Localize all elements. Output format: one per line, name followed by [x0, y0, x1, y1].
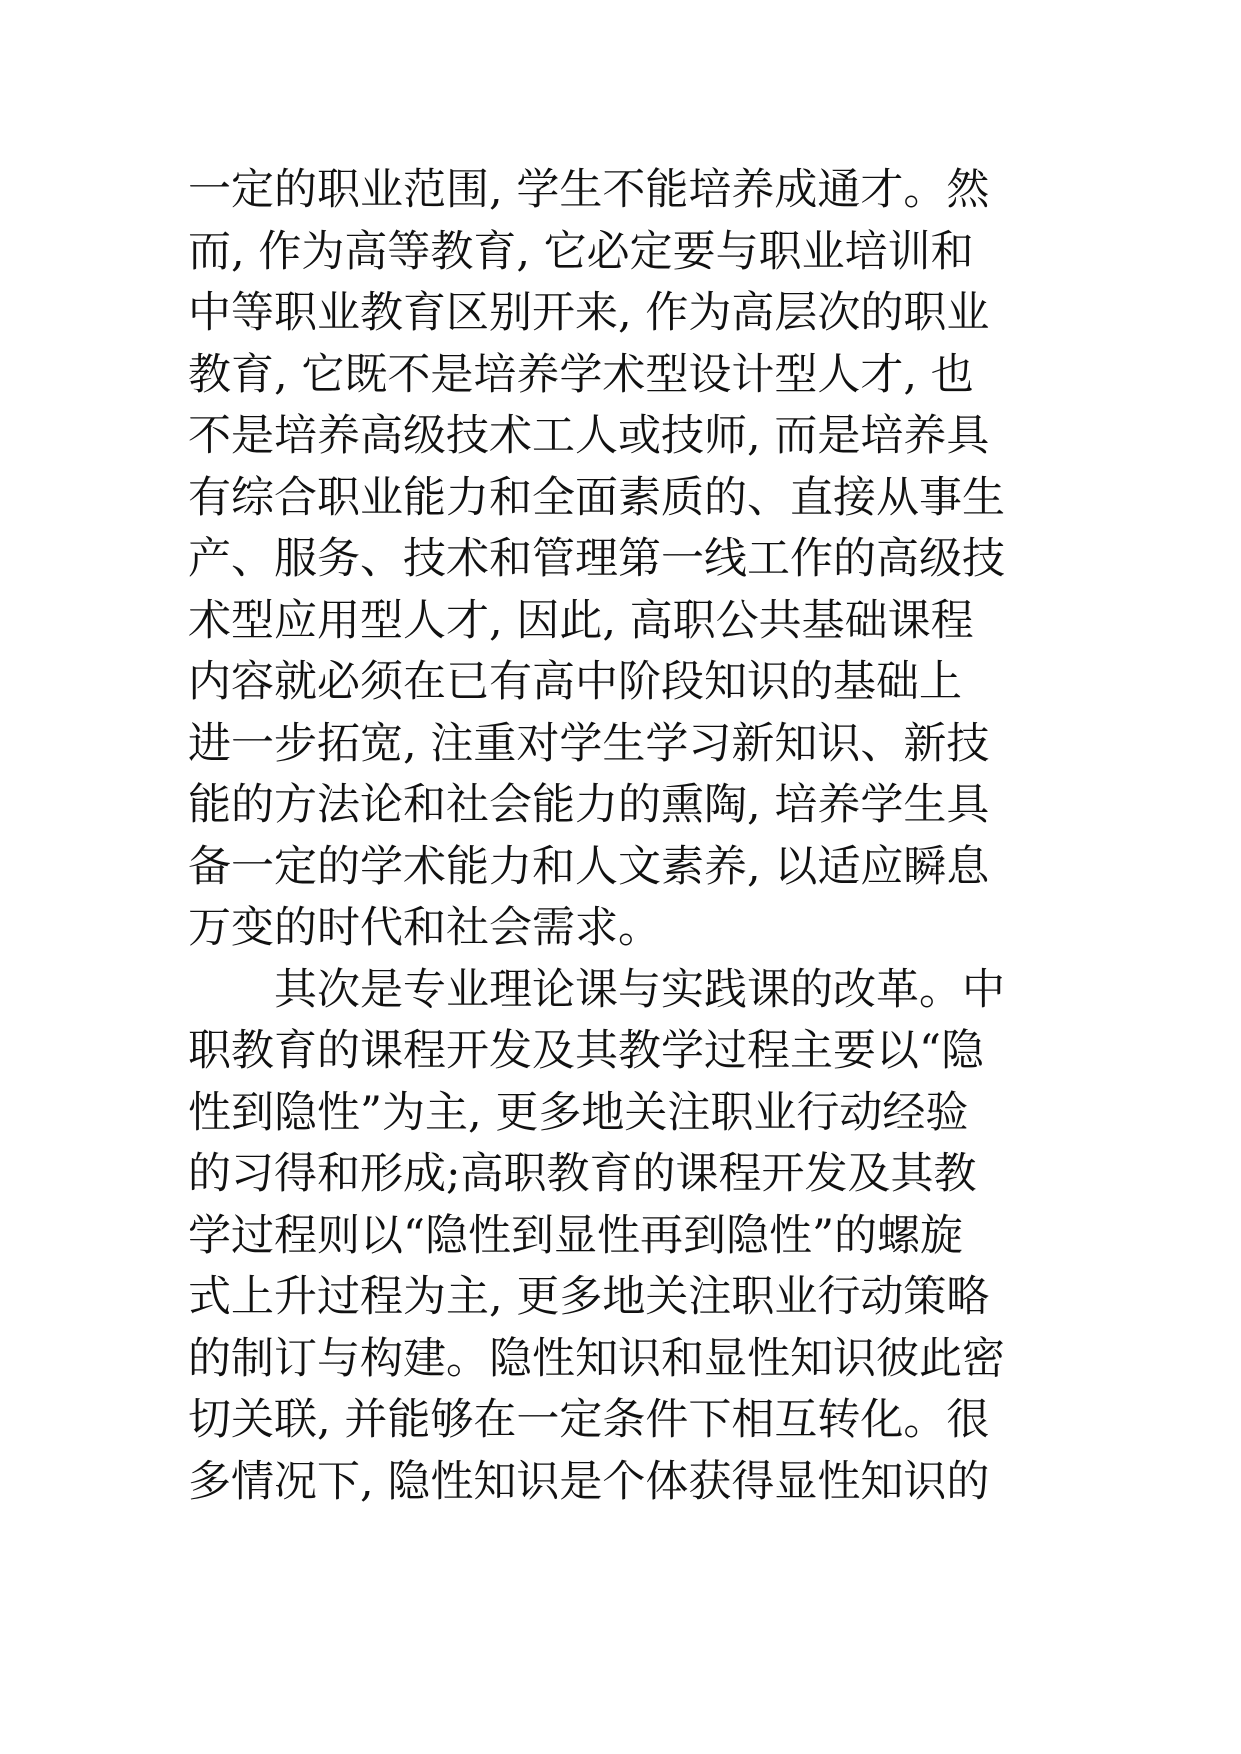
text-line: 的制订与构建。隐性知识和显性知识彼此密 [188, 1333, 1005, 1384]
text-line: 中等职业教育区别开来, 作为高层次的职业 [188, 288, 990, 338]
paragraph-first-line: 其次是专业理论课与实践课的改革。中 [274, 964, 1005, 1015]
text-line: 备一定的学术能力和人文素养, 以适应瞬息 [188, 841, 990, 892]
text-line: 不是培养高级技术工人或技师, 而是培养具 [188, 411, 990, 461]
text-line: 产、服务、技术和管理第一线工作的高级技 [188, 534, 1005, 584]
text-line: 进一步拓宽, 注重对学生学习新知识、新技 [188, 718, 990, 769]
text-line: 能的方法论和社会能力的熏陶, 培养学生具 [188, 780, 990, 830]
text-line: 式上升过程为主, 更多地关注职业行动策略 [188, 1272, 990, 1322]
text-line: 有综合职业能力和全面素质的、直接从事生 [188, 472, 1005, 523]
text-line: 切关联, 并能够在一定条件下相互转化。很 [188, 1395, 990, 1445]
body-text [188, 160, 1068, 1513]
text-line: 教育, 它既不是培养学术型设计型人才, 也 [188, 349, 974, 400]
text-line: 万变的时代和社会需求。 [188, 903, 661, 953]
text-line: 职教育的课程开发及其教学过程主要以“隐 [188, 1026, 984, 1076]
text-line: 学过程则以“隐性到显性再到隐性”的螺旋 [188, 1210, 963, 1261]
text-line: 内容就必须在已有高中阶段知识的基础上 [188, 657, 962, 707]
text-line: 术型应用型人才, 因此, 高职公共基础课程 [188, 595, 974, 646]
text-line: 的习得和形成;高职教育的课程开发及其教 [188, 1149, 977, 1199]
text-line: 一定的职业范围, 学生不能培养成通才。然 [188, 165, 990, 215]
text-line: 多情况下, 隐性知识是个体获得显性知识的 [188, 1456, 990, 1507]
text-line: 而, 作为高等教育, 它必定要与职业培训和 [188, 226, 974, 277]
text-line: 性到隐性”为主, 更多地关注职业行动经验 [188, 1087, 969, 1138]
